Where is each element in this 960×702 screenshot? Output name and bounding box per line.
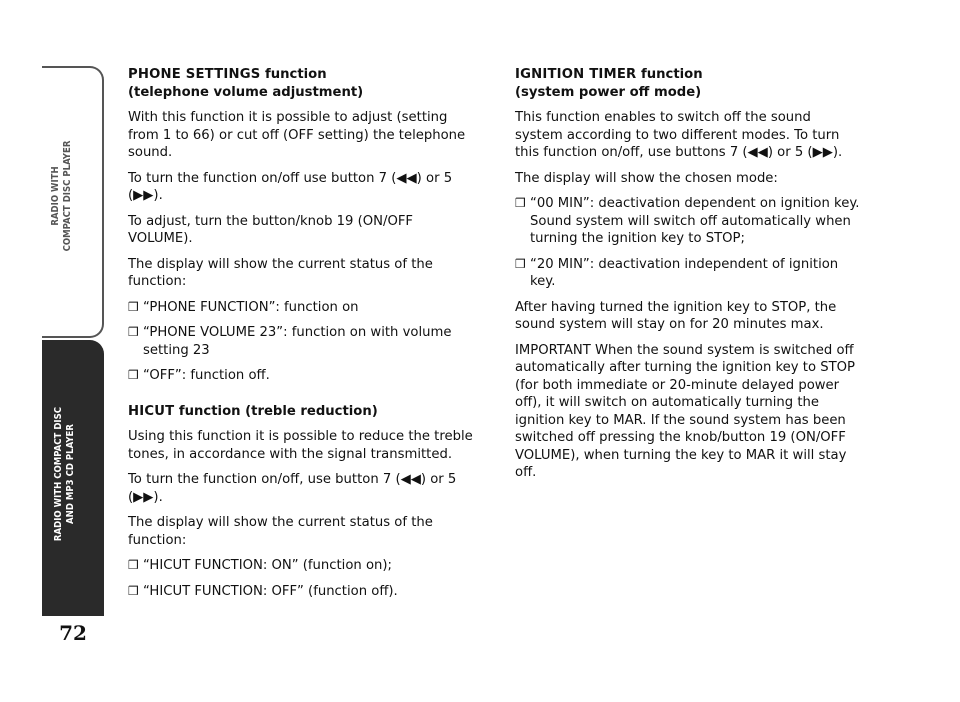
important-note: IMPORTANT When the sound system is switched off automatically after turning the ignition key to STOP (for both immediate or 20-minute delayed power off), it will switch on automatically turning the ignition key to MAR. If the sound system has been switched off pressing the knob/button 19 (ON/OFF VOLUME), when turning the key to MAR it will stay off.: [515, 342, 855, 480]
phone-paragraph: To adjust, turn the button/knob 19 (ON/OFF VOLUME).: [128, 213, 413, 246]
sidebar-active-label-line2: AND MP3 CD PLAYER: [65, 424, 76, 524]
ignition-paragraph: After having turned the ignition key to STOP, the sound system will stay on for 20 minutes max.: [515, 299, 837, 332]
hicut-heading-rest: function (treble reduction): [174, 403, 378, 419]
phone-heading-rest: function: [260, 67, 327, 82]
checkbox-bullet-icon: ❒: [515, 196, 526, 210]
list-item: [128, 324, 473, 359]
page-number: 72: [59, 621, 87, 645]
list-item: [128, 583, 473, 601]
ignition-heading-keyword: IGNITION TIMER: [515, 67, 637, 82]
list-item: [128, 299, 473, 317]
list-item-text: “HICUT FUNCTION: OFF” (function off).: [143, 583, 398, 599]
phone-heading-line2: (telephone volume adjustment): [128, 84, 364, 100]
checkbox-bullet-icon: ❒: [128, 299, 139, 314]
checkbox-bullet-icon: ❒: [128, 583, 139, 598]
list-item-text: “20 MIN”: deactivation independent of ignition key.: [530, 256, 839, 289]
sidebar-top-label-line2: COMPACT DISC PLAYER: [62, 140, 73, 252]
hicut-paragraph: The display will show the current status of the function:: [128, 515, 433, 548]
list-item: [128, 367, 473, 385]
ignition-timer-heading: [515, 66, 860, 101]
sidebar-active-label-line1: RADIO WITH COMPACT DISC: [53, 406, 64, 542]
sidebar-active-label: [53, 379, 77, 569]
ignition-paragraph: This function enables to switch off the sound system according to two different modes. To turn this function on/off, use buttons 7 (◀◀) or 5 (▶▶).: [515, 110, 843, 160]
list-item-text: “OFF”: function off.: [143, 368, 270, 383]
hicut-heading: [128, 403, 473, 421]
checkbox-bullet-icon: ❒: [128, 368, 139, 382]
list-item-text: “PHONE VOLUME 23”: function on with volume setting 23: [143, 325, 452, 358]
phone-paragraph: The display will show the current status of the function:: [128, 256, 433, 289]
sidebar-top-label: [50, 96, 74, 296]
ignition-heading-rest: function: [636, 67, 703, 82]
ignition-paragraph: The display will show the chosen mode:: [515, 170, 778, 186]
list-item: [515, 195, 860, 248]
phone-heading-keyword: PHONE SETTINGS: [128, 67, 261, 82]
list-item: [128, 557, 473, 575]
hicut-heading-keyword: HICUT: [128, 403, 175, 419]
phone-settings-heading: [128, 66, 473, 101]
checkbox-bullet-icon: ❒: [128, 325, 139, 339]
left-column: [128, 66, 473, 608]
hicut-paragraph: To turn the function on/off, use button 7 (◀◀) or 5 (▶▶).: [128, 472, 457, 505]
checkbox-bullet-icon: ❒: [128, 558, 139, 572]
section-spacer: [128, 393, 473, 403]
list-item: [515, 256, 860, 291]
sidebar-top-label-line1: RADIO WITH: [50, 166, 61, 226]
ignition-heading-line2: (system power off mode): [515, 84, 702, 100]
list-item-text: “00 MIN”: deactivation dependent on ignition key. Sound system will switch off automatically when turning the ignition key to STOP;: [530, 196, 860, 246]
right-column: [515, 66, 860, 490]
checkbox-bullet-icon: ❒: [515, 256, 526, 271]
phone-paragraph: To turn the function on/off use button 7 (◀◀) or 5 (▶▶).: [128, 170, 453, 203]
phone-paragraph: With this function it is possible to adjust (setting from 1 to 66) or cut off (OFF setting) the telephone sound.: [128, 110, 466, 160]
list-item-text: “HICUT FUNCTION: ON” (function on);: [143, 558, 392, 573]
hicut-paragraph: Using this function it is possible to reduce the treble tones, in accordance with the signal transmitted.: [128, 429, 473, 462]
list-item-text: “PHONE FUNCTION”: function on: [143, 299, 359, 315]
